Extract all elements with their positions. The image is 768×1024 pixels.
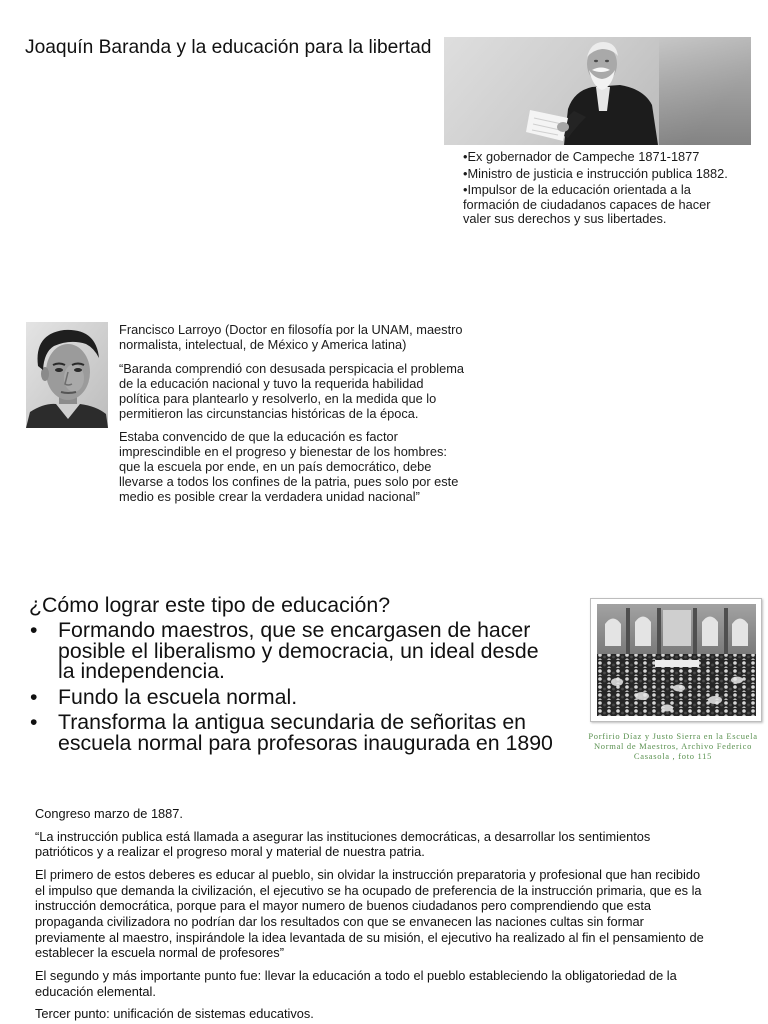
baranda-facts [463, 150, 728, 229]
bullet-list [30, 620, 553, 758]
school-photo-frame [590, 598, 762, 722]
school-photo [597, 604, 756, 716]
larroyo-paragraph [119, 429, 464, 504]
bullet-line: Formando maestros, que se encargasen de hacer [58, 618, 531, 642]
larroyo-line: Francisco Larroyo (Doctor en filosofía por la UNAM, maestro [119, 322, 463, 337]
congreso-line: El primero de estos deberes es educar al pueblo, sin olvidar la instrucción preparatoria y profesional que han recibido [35, 867, 701, 883]
congreso-paragraph [35, 968, 704, 999]
page-title: Joaquín Baranda y la educación para la libertad [25, 37, 432, 58]
bullet-item [30, 620, 553, 682]
bullet-text [58, 620, 539, 682]
larroyo-line: “Baranda comprendió con desusada perspicacia el problema [119, 360, 465, 376]
fact-line: •Ministro de justicia e instrucción publica 1882. [463, 165, 728, 181]
larroyo-quote [119, 322, 464, 513]
section-question: ¿Cómo lograr este tipo de educación? [29, 593, 391, 617]
bullet-line: posible el liberalismo y democracia, un ideal desde [58, 638, 539, 663]
bullet-marker: • [30, 684, 38, 709]
school-photo-caption [582, 731, 764, 761]
congreso-line: establecer la escuela normal de profesores” [35, 945, 284, 961]
larroyo-line: medio es posible crear la verdadera unidad nacional” [119, 489, 420, 504]
larroyo-photo [26, 322, 108, 428]
larroyo-line: imprescindible en el progreso y bienestar de los hombres: [119, 444, 447, 459]
larroyo-line: de la educación nacional y tuvo la requerida habilidad [119, 375, 424, 391]
caption-line: Porfirio Díaz y Justo Sierra en la Escuela [588, 731, 758, 741]
congreso-line: el impulso que demanda la civilización, el ejecutivo se ha ocupado de preferencia de la instrucción primaria, que es la [35, 882, 702, 898]
congreso-line: El segundo y más importante punto fue: llevar la educación a todo el pueblo estableciendo la obligatoriedad de la [35, 967, 677, 983]
congreso-line: patrióticos y a realizar el progreso moral y material de nuestra patria. [35, 844, 425, 860]
congreso-line: propaganda civilizadora no podrían dar los resultados con que se envanecen las naciones cultas sin formar [35, 913, 644, 929]
larroyo-line: Estaba convencido de que la educación es factor [119, 429, 398, 444]
fact-line: •Impulsor de la educación orientada a la [463, 182, 691, 197]
bullet-line: la independencia. [58, 659, 225, 683]
congreso-line: Congreso marzo de 1887. [35, 806, 183, 821]
bullet-item [30, 684, 553, 709]
larroyo-line: política para plantearlo y resolverlo, en la medida que lo [119, 390, 437, 406]
larroyo-line: llevarse a todos los confines de la patria, pues solo por este [119, 474, 459, 489]
bullet-marker: • [30, 618, 38, 642]
congreso-paragraph [35, 867, 704, 961]
congreso-line: educación elemental. [35, 983, 156, 999]
fact-line: valer sus derechos y sus libertades. [463, 211, 667, 226]
fact-item [463, 183, 728, 227]
bullet-text [58, 684, 298, 709]
fact-item [463, 167, 728, 182]
larroyo-paragraph [119, 361, 464, 421]
congreso-paragraph [35, 806, 704, 822]
congreso-line: previamente al maestro, inspirándole la idea levantada de su misión, el ejecutivo ha realizado al fin el pensamiento de [35, 929, 704, 945]
bullet-line: Transforma la antigua secundaria de señoritas en [58, 710, 527, 734]
larroyo-line: que la escuela por ende, en un país democrático, debe [119, 459, 432, 474]
congreso-line: “La instrucción publica está llamada a asegurar las instituciones democráticas, a desarrollar los sentimientos [35, 828, 651, 844]
congreso-paragraph [35, 829, 704, 860]
larroyo-line: permitieron las circunstancias históricas de la época. [119, 405, 419, 421]
congreso-text [35, 806, 704, 1024]
bullet-line: escuela normal para profesoras inaugurada en 1890 [58, 730, 553, 755]
larroyo-paragraph [119, 322, 464, 352]
fact-line: formación de ciudadanos capaces de hacer [463, 196, 711, 212]
caption-line: Casasola , foto 115 [633, 751, 713, 761]
congreso-line: instrucción democrática, porque para el mayor numero de buenos ciudadanos pero comprendiendo que esta [35, 898, 652, 914]
bullet-marker: • [30, 710, 38, 734]
congreso-line: Tercer punto: unificación de sistemas educativos. [35, 1006, 314, 1022]
caption-line: Normal de Maestros, Archivo Federico [593, 741, 753, 751]
bullet-text [58, 712, 553, 753]
bullet-line: Fundo la escuela normal. [58, 684, 298, 709]
larroyo-line: normalista, intelectual, de México y America latina) [119, 337, 407, 352]
baranda-photo [444, 37, 751, 145]
fact-line: •Ex gobernador de Campeche 1871-1877 [463, 149, 700, 164]
congreso-paragraph [35, 1006, 704, 1022]
bullet-item [30, 712, 553, 753]
fact-item [463, 150, 728, 165]
